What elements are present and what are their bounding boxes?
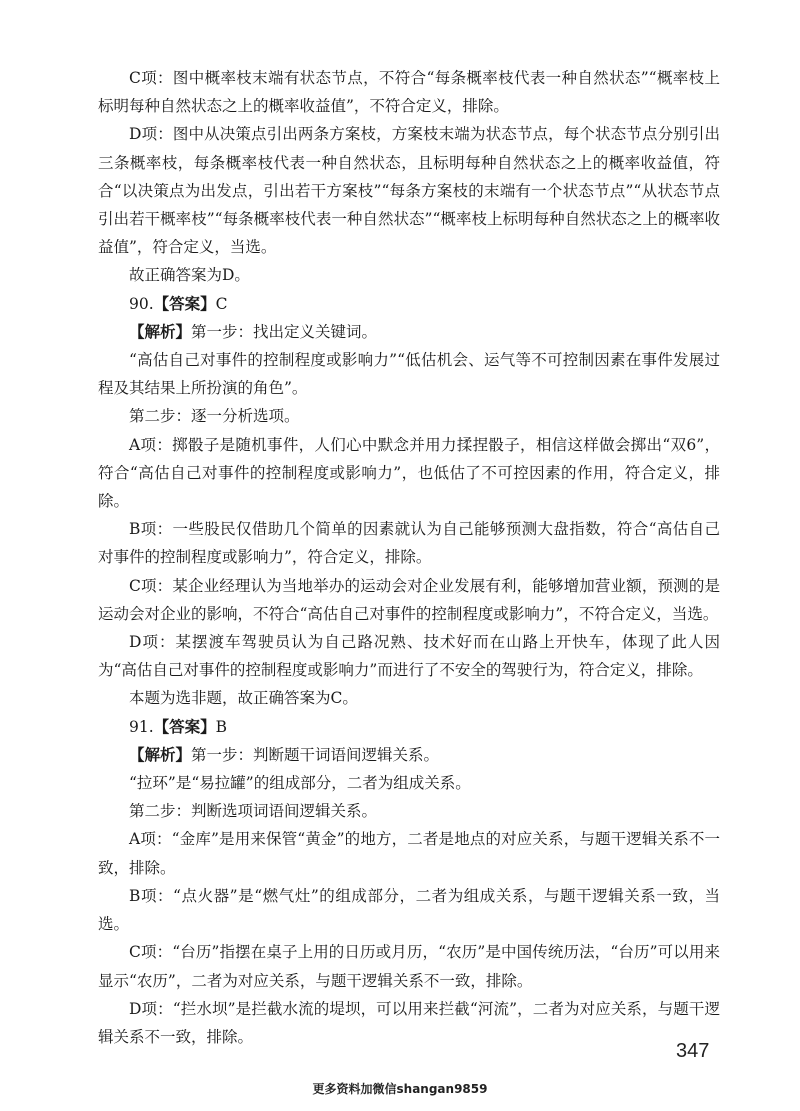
analysis-line-90: [98, 318, 720, 346]
paragraph-option-c-analysis: C项：图中概率枝末端有状态节点，不符合“每条概率枝代表一种自然状态”“概率枝上标明每种自然状态之上的概率收益值”，不符合定义，排除。: [98, 69, 720, 116]
paragraph-option-d-91: D项：“拦水坝”是拦截水流的堤坝，可以用来拦截“河流”，二者为对应关系，与题干逻辑关系不一致，排除。: [98, 999, 720, 1046]
paragraph-option-d: D项：某摆渡车驾驶员认为自己路况熟、技术好而在山路上开快车，体现了此人因为“高估自己对事件的控制程度或影响力”而进行了不安全的驾驶行为，符合定义，排除。: [98, 633, 720, 680]
analysis-step: 第一步：找出定义关键词。: [191, 322, 378, 341]
analysis-label: 【解析】: [129, 321, 192, 341]
paragraph-keywords: “高估自己对事件的控制程度或影响力”“低估机会、运气等不可控制因素在事件发展过程及其结果上所扮演的角色”。: [98, 351, 720, 398]
paragraph-option-b: B项：一些股民仅借助几个简单的因素就认为自己能够预测大盘指数，符合“高估自己对事件的控制程度或影响力”，符合定义，排除。: [98, 520, 720, 567]
analysis-label: 【解析】: [129, 744, 192, 764]
page-number: 347: [676, 1040, 710, 1062]
answer-value: B: [215, 717, 228, 736]
paragraph-relation: “拉环”是“易拉罐”的组成部分，二者为组成关系。: [129, 774, 471, 793]
answer-label: 【答案】: [153, 716, 216, 736]
answer-line-91: [98, 713, 720, 741]
paragraph-option-a: A项：掷骰子是随机事件，人们心中默念并用力揉捏骰子，相信这样做会掷出“双6”，符合“高估自己对事件的控制程度或影响力”，也低估了不可控因素的作用，符合定义，排除。: [98, 435, 720, 511]
paragraph-conclusion-90: 本题为选非题，故正确答案为C。: [129, 689, 358, 708]
question-number: 90.: [129, 294, 154, 313]
footer-note: 更多资料加微信shangan9859: [312, 1082, 488, 1096]
question-number: 91.: [129, 717, 154, 736]
paragraph-step-two-91: 第二步：判断选项词语间逻辑关系。: [129, 802, 378, 821]
paragraph-option-a-91: A项：“金库”是用来保管“黄金”的地方，二者是地点的对应关系，与题干逻辑关系不一致，排除。: [98, 830, 720, 877]
answer-value: C: [215, 294, 228, 313]
paragraph-step-two: 第二步：逐一分析选项。: [129, 407, 300, 426]
paragraph-option-b-91: B项：“点火器”是“燃气灶”的组成部分，二者为组成关系，与题干逻辑关系一致，当选。: [98, 886, 720, 934]
paragraph-conclusion: 故正确答案为D。: [129, 266, 250, 285]
document-body: [98, 64, 720, 1051]
paragraph-option-d-analysis: D项：图中从决策点引出两条方案枝，方案枝末端为状态节点，每个状态节点分别引出三条概率枝，每条概率枝代表一种自然状态，且标明每种自然状态之上的概率收益值，符合“以决策点为出发点，引出若干方案枝”“每条方案枝的末端有一个状态节点”“从状态节点引出若干概率枝”“每条概率枝代表一种自然状态”“概率枝上标明每种自然状态之上的概率收益值”，符合定义，当选。: [98, 125, 720, 257]
paragraph-option-c-91: C项：“台历”指摆在桌子上用的日历或月历，“农历”是中国传统历法，“台历”可以用来显示“农历”，二者为对应关系，与题干逻辑关系不一致，排除。: [98, 943, 720, 990]
answer-label: 【答案】: [153, 293, 216, 313]
analysis-step: 第一步：判断题干词语间逻辑关系。: [191, 745, 440, 764]
paragraph-option-c: C项：某企业经理认为当地举办的运动会对企业发展有利，能够增加营业额，预测的是运动会对企业的影响，不符合“高估自己对事件的控制程度或影响力”，不符合定义，当选。: [98, 576, 720, 623]
analysis-line-91: [98, 741, 720, 769]
answer-line-90: [98, 290, 720, 318]
